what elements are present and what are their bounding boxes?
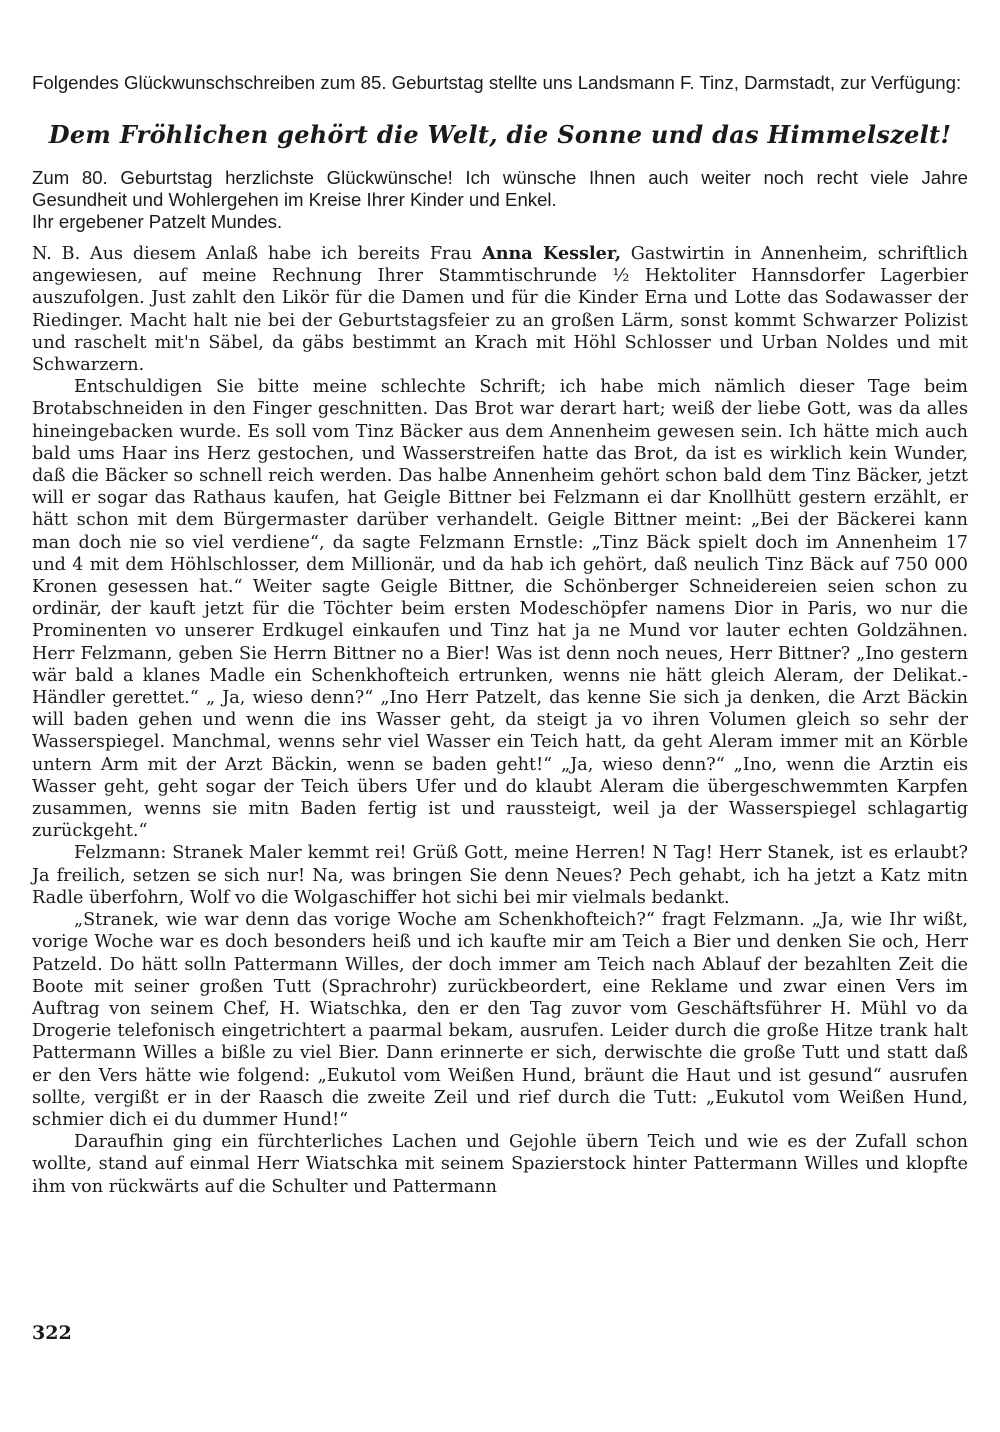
document-page: [32, 72, 968, 1198]
paragraph: Entschuldigen Sie bitte meine schlechte Schrift; ich habe mich nämlich dieser Tage beim Brotabschneiden in den Finger geschnitten. Das Brot war derart hart; weiß der liebe Gott, was da alles hineingebacken wurde. Es soll vom Tinz Bäcker aus dem Annenheim gewesen sein. Ich hätte mich auch bald ums Haar ins Herz gestochen, und Wasserstreifen hatte das Brot, da ist es wirklich kein Wunder, daß die Bäcker so schnell reich werden. Das halbe Annenheim gehört schon bald dem Tinz Bäcker, jetzt will er sogar das Rathaus kaufen, hat Geigle Bittner bei Felzmann ei dar Knollhütt gestern erzählt, er hätt schon mit dem Bürgermaster darüber verhandelt. Geigle Bittner meint: „Bei der Bäckerei kann man doch nie so viel verdiene“, da sagte Felzmann Ernstle: „Tinz Bäck spielt doch im Annenheim 17 und 4 mit dem Höhlschlosser, dem Millionär, und da hab ich gehört, daß neulich Tinz Bäck auf 750 000 Kronen gesessen hat.“ Weiter sagte Geigle Bittner, die Schönberger Schneidereien seien schon zu ordinär, der kauft jetzt für die Töchter beim ersten Modeschöpfer namens Dior in Paris, wo nur die Prominenten vo unserer Erdkugel einkaufen und Tinz hat ja ne Mund vor lauter echten Goldzähnen. Herr Felzmann, geben Sie Herrn Bittner no a Bier! Was ist denn noch neues, Herr Bittner? „Ino gestern wär bald a klanes Madle ein Schenkhofteich ertrunken, wenns nie hätt gleich Aleram, der Delikat.-Händler gerettet.“ „ Ja, wieso denn?“ „Ino Herr Patzelt, das kenne Sie sich ja denken, die Arzt Bäckin will baden gehen und wenn die ins Wasser geht, da steigt ja vo ihren Volumen gleich so sehr der Wasserspiegel. Manchmal, wenns sehr viel Wasser ein Teich hatt, da geht Aleram immer mit an Körble untern Arm mit der Arzt Bäckin, wenn se baden geht!“ „Ja, wieso denn?“ „Ino, wenn die Arztin eis Wasser geht, geht sogar der Teich übers Ufer und do klaubt Aleram die übergeschwemmten Karpfen zusammen, wenns sie mitn Baden fertig ist und raussteigt, weil ja der Wasserspiegel schlagartig zurückgeht.“: [32, 377, 968, 842]
nb-text-before: N. B. Aus diesem Anlaß habe ich bereits Frau: [32, 244, 483, 264]
letter-body: [32, 243, 968, 1198]
paragraph: Daraufhin ging ein fürchterliches Lachen und Gejohle übern Teich und wie es der Zufall schon wollte, stand auf einmal Herr Wiatschka mit seinem Spazierstock hinter Pattermann Willes und klopfte ihm von rückwärts auf die Schulter und Pattermann: [32, 1132, 968, 1197]
page-number: 322: [32, 1322, 72, 1344]
greeting-block: [32, 167, 968, 233]
nb-paragraph: [32, 243, 968, 376]
headline: Dem Fröhlichen gehört die Welt, die Sonne und das Himmelszelt!: [48, 120, 952, 149]
highlighted-name: Anna Kessler,: [482, 243, 621, 264]
signature: Ihr ergebener Patzelt Mundes.: [32, 211, 283, 232]
paragraph: „Stranek, wie war denn das vorige Woche am Schenkhofteich?“ fragt Felzmann. „Ja, wie Ihr wißt, vorige Woche war es doch besonders heiß und ich kaufte mir am Teich a Bier und denken Sie och, Herr Patzeld. Do hätt solln Pattermann Willes, der doch immer am Teich nach Ablauf der bezahlten Zeit die Boote mit seiner großen Tutt (Sprachrohr) zurückbeordert, eine Reklame und zwar einen Vers im Auftrag von seinem Chef, H. Wiatschka, den er den Tag zuvor vom Geschäftsführer H. Mühl vo da Drogerie telefonisch eingetrichtert a paarmal bekam, ausrufen. Leider durch die große Hitze trank halt Pattermann Willes a bißle zu viel Bier. Dann erinnerte er sich, derwischte die große Tutt und statt daß er den Vers hätte wie folgend: „Eukutol vom Weißen Hund, bräunt die Haut und ist gesund“ ausrufen sollte, vergißt er in der Raasch die zweite Zeil und rief durch die Tutt: „Eukutol vom Weißen Hund, schmier dich ei du dummer Hund!“: [32, 910, 968, 1130]
paragraph: Felzmann: Stranek Maler kemmt rei! Grüß Gott, meine Herren! N Tag! Herr Stanek, ist es erlaubt? Ja freilich, setzen se sich nur! Na, was bringen Sie denn Neues? Pech gehabt, ich ha jetzt a Katz mitn Radle überfohrn, Wolf vo die Wolgaschiffer hot sichi bei mir vielmals bedankt.: [32, 843, 968, 908]
intro-text: Folgendes Glückwunschschreiben zum 85. Geburtstag stellte uns Landsmann F. Tinz, Darmstadt, zur Verfügung:: [32, 72, 962, 93]
greeting-text: Zum 80. Geburtstag herzlichste Glückwünsche! Ich wünsche Ihnen auch weiter noch recht viele Jahre Gesundheit und Wohlergehen im Kreise Ihrer Kinder und Enkel.: [32, 167, 968, 210]
nb-text-after: Gastwirtin in Annenheim, schriftlich angewiesen, auf meine Rechnung Ihrer Stammtischrunde ½ Hektoliter Hannsdorfer Lagerbier auszufolgen. Just zahlt den Likör für die Damen und für die Kinder Erna und Lotte das Sodawasser der Riedinger. Macht halt nie bei der Geburtstagsfeier zu an großen Lärm, sonst kommt Schwarzer Polizist und raschelt mit'n Säbel, da gäbs bestimmt an Krach mit Höhl Schlosser und Urban Noldes und mit Schwarzern.: [32, 244, 968, 376]
